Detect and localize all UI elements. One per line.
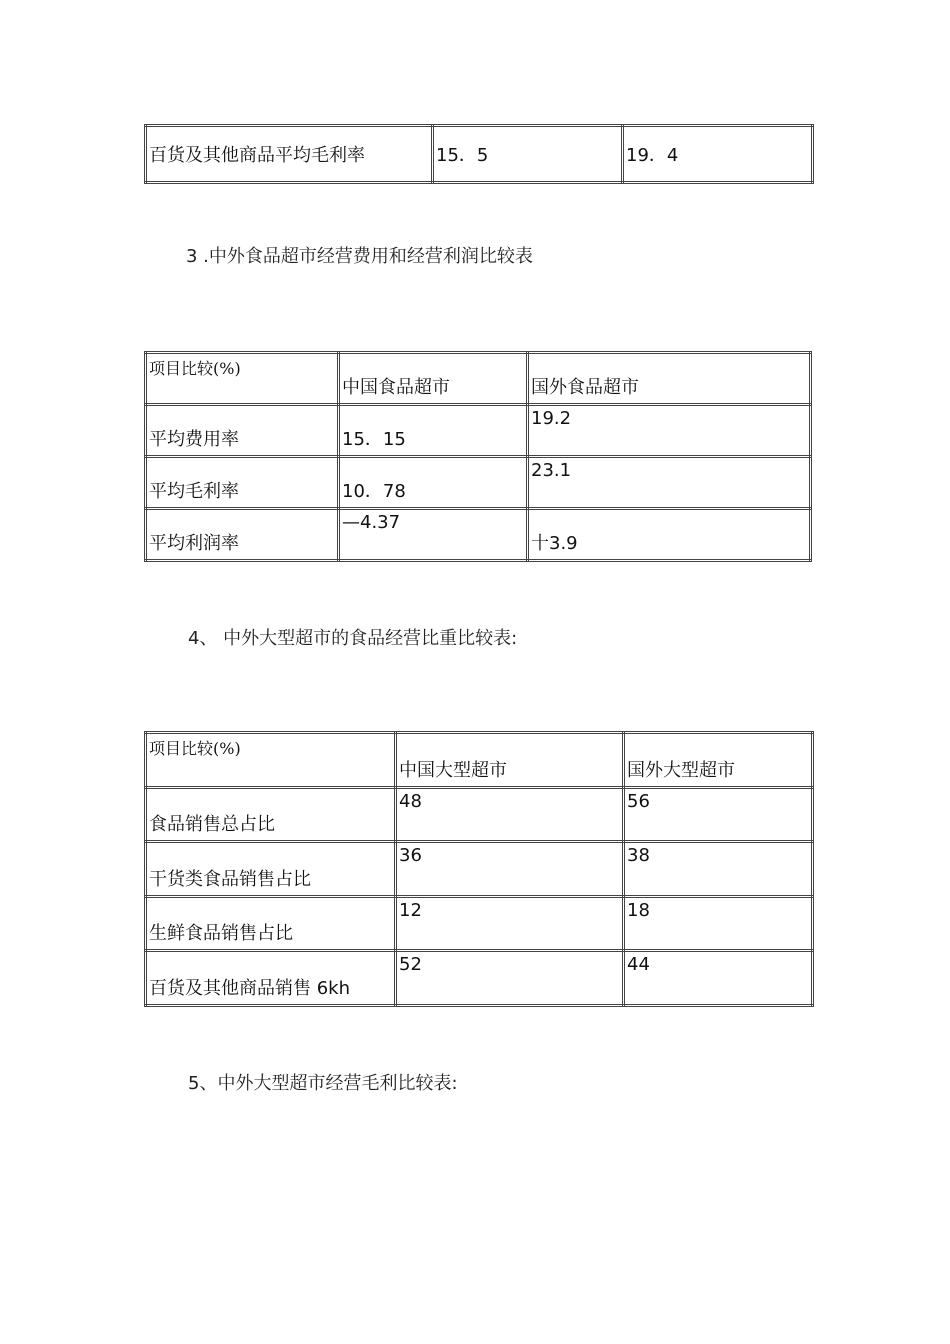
table-row (146, 509, 811, 561)
header-cell: 项目比较(%) (146, 733, 396, 788)
header-cell: 中国食品超市 (339, 353, 528, 405)
table-cell: 44 (624, 951, 813, 1006)
table-cell: 15．15 (339, 405, 528, 457)
expense-profit-table (144, 351, 812, 562)
table-header-row (146, 733, 813, 788)
table-row (146, 405, 811, 457)
header-cell: 中国大型超市 (396, 733, 624, 788)
table-cell: 百货及其他商品平均毛利率 (146, 126, 433, 183)
table-cell: 干货类食品销售占比 (146, 842, 396, 897)
table-cell: 19.2 (528, 405, 811, 457)
table-row (146, 896, 813, 951)
table-cell: 36 (396, 842, 624, 897)
table-cell: 10．78 (339, 457, 528, 509)
table-cell: 平均利润率 (146, 509, 339, 561)
table-cell: 生鲜食品销售占比 (146, 896, 396, 951)
table-cell: 平均费用率 (146, 405, 339, 457)
table-row (146, 457, 811, 509)
table-cell: 52 (396, 951, 624, 1006)
table-cell: 23.1 (528, 457, 811, 509)
section-5-heading: 5、中外大型超市经营毛利比较表: (188, 1073, 458, 1094)
table-cell: 平均毛利率 (146, 457, 339, 509)
table-cell: 十3.9 (528, 509, 811, 561)
table-cell: 56 (624, 787, 813, 842)
table-row (146, 842, 813, 897)
table-cell: 食品销售总占比 (146, 787, 396, 842)
gross-margin-table (144, 124, 814, 184)
table-header-row (146, 353, 811, 405)
header-cell: 国外大型超市 (624, 733, 813, 788)
section-3-heading: 3 .中外食品超市经营费用和经营利润比较表 (186, 246, 533, 267)
table-cell: 48 (396, 787, 624, 842)
section-4-heading: 4、 中外大型超市的食品经营比重比较表: (188, 628, 518, 649)
table-cell: 18 (624, 896, 813, 951)
food-share-table (144, 731, 814, 1007)
header-cell: 项目比较(%) (146, 353, 339, 405)
table-row (146, 126, 813, 183)
table-row (146, 951, 813, 1006)
table-cell: 12 (396, 896, 624, 951)
header-cell: 国外食品超市 (528, 353, 811, 405)
table-cell: 38 (624, 842, 813, 897)
table-cell: 19．4 (623, 126, 813, 183)
table-cell: 15．5 (433, 126, 623, 183)
table-cell: 百货及其他商品销售 6kh (146, 951, 396, 1006)
table-cell: —4.37 (339, 509, 528, 561)
table-row (146, 787, 813, 842)
